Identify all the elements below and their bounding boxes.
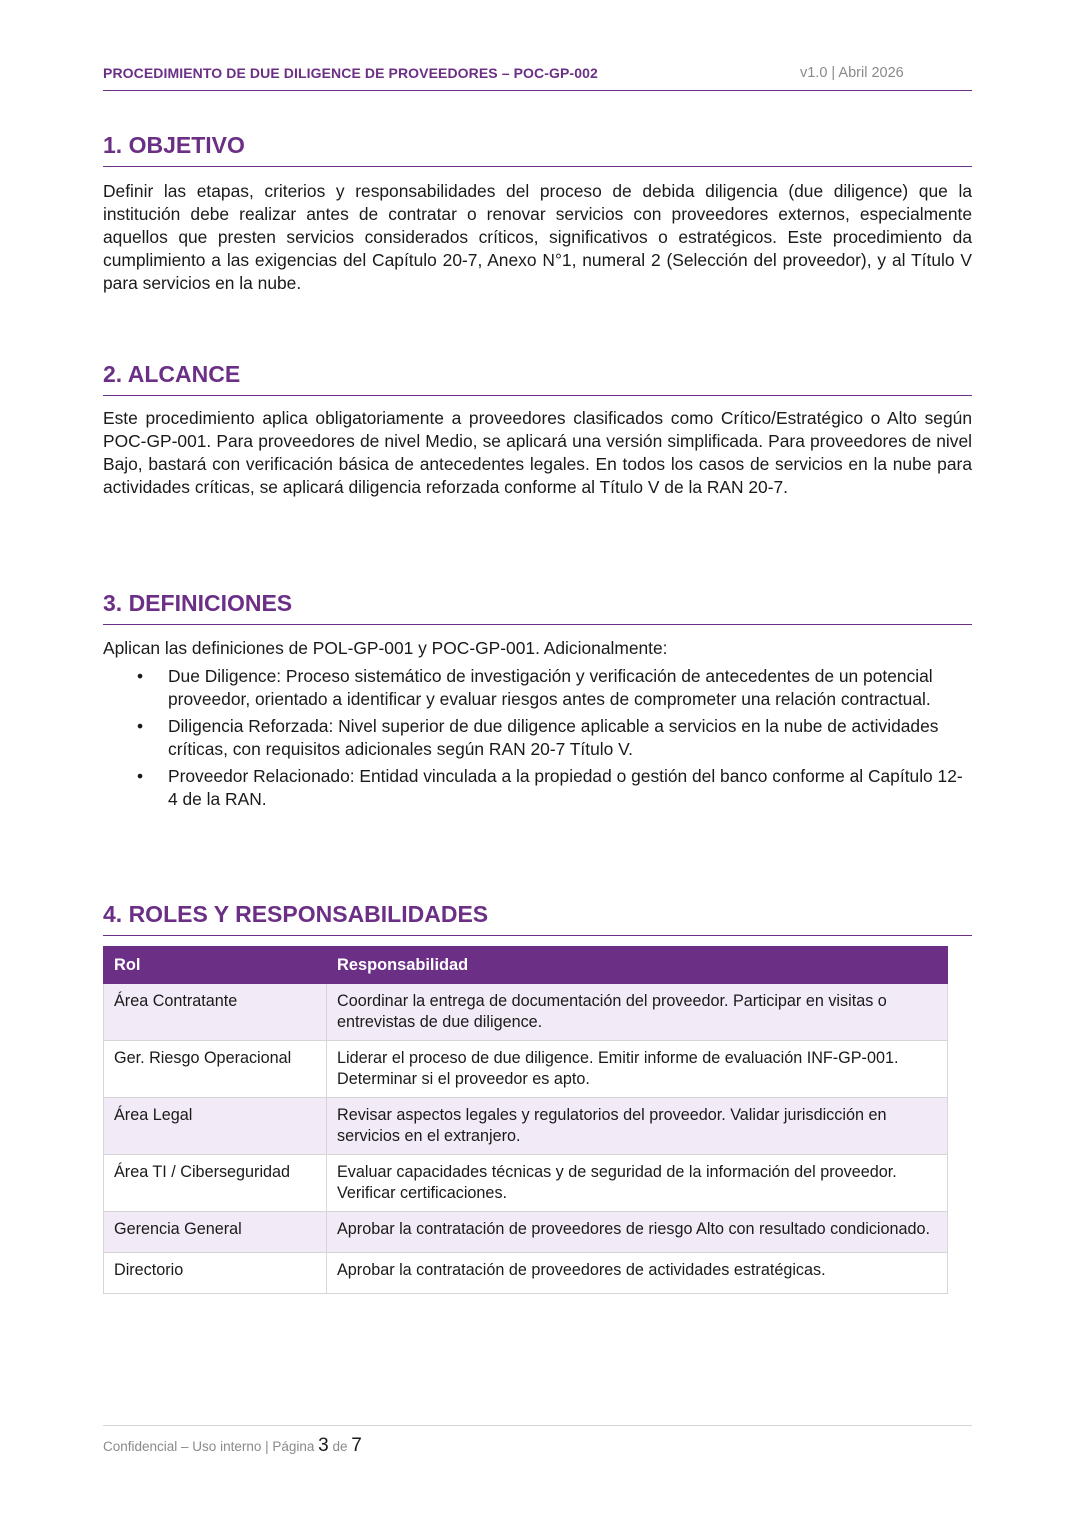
definiciones-list (103, 665, 972, 815)
current-page-number: 3 (318, 1435, 329, 1456)
footer-of-label: de (332, 1439, 348, 1454)
role-cell: Área TI / Ciberseguridad (104, 1155, 327, 1212)
table-header-row (104, 947, 948, 984)
definition-text: Proveedor Relacionado: Entidad vinculada a la propiedad o gestión del banco conforme al Capítulo 12-4 de la RAN. (168, 766, 963, 809)
responsibility-cell: Aprobar la contratación de proveedores de riesgo Alto con resultado condicionado. (327, 1212, 948, 1253)
table-row (104, 1098, 948, 1155)
section-heading-objetivo: 1. OBJETIVO (103, 132, 972, 167)
list-item (103, 765, 972, 811)
definiciones-intro: Aplican las definiciones de POL-GP-001 y POC-GP-001. Adicionalmente: (103, 638, 668, 658)
column-header-responsabilidad: Responsabilidad (327, 947, 948, 984)
alcance-text: Este procedimiento aplica obligatoriamente a proveedores clasificados como Crítico/Estratégico o Alto según POC-GP-001. Para proveedores de nivel Medio, se aplicará una versión simplificada. Para proveedores de nivel Bajo, bastará con verificación básica de antecedentes legales. En todos los casos de servicios en la nube para actividades críticas, se aplicará diligencia reforzada conforme al Título V de la RAN 20-7. (103, 408, 972, 497)
roles-table (103, 946, 948, 1294)
document-title: PROCEDIMIENTO DE DUE DILIGENCE DE PROVEEDORES – POC-GP-002 (103, 65, 598, 81)
section-heading-roles: 4. ROLES Y RESPONSABILIDADES (103, 901, 972, 936)
definition-text: Diligencia Reforzada: Nivel superior de due diligence aplicable a servicios en la nube de actividades críticas, con requisitos adicionales según RAN 20-7 Título V. (168, 716, 939, 759)
bullet-icon: • (137, 716, 144, 736)
bullet-icon: • (137, 666, 144, 686)
definition-text: Due Diligence: Proceso sistemático de investigación y verificación de antecedentes de un potencial proveedor, orientado a identificar y evaluar riesgos antes de comprometer una relación contractual. (168, 666, 933, 709)
section-heading-alcance: 2. ALCANCE (103, 361, 972, 396)
role-cell: Directorio (104, 1253, 327, 1294)
table-row (104, 1212, 948, 1253)
responsibility-cell: Evaluar capacidades técnicas y de seguridad de la información del proveedor. Verificar certificaciones. (327, 1155, 948, 1212)
responsibility-cell: Aprobar la contratación de proveedores de actividades estratégicas. (327, 1253, 948, 1294)
responsibility-cell: Coordinar la entrega de documentación del proveedor. Participar en visitas o entrevistas de due diligence. (327, 984, 948, 1041)
table-row (104, 1155, 948, 1212)
bullet-icon: • (137, 766, 144, 786)
total-page-number: 7 (351, 1435, 362, 1456)
column-header-rol: Rol (104, 947, 327, 984)
role-cell: Ger. Riesgo Operacional (104, 1041, 327, 1098)
page-header (103, 64, 972, 91)
document-version: v1.0 | Abril 2026 (800, 65, 904, 81)
role-cell: Área Contratante (104, 984, 327, 1041)
table-row (104, 984, 948, 1041)
list-item (103, 665, 972, 711)
table-row (104, 1253, 948, 1294)
role-cell: Gerencia General (104, 1212, 327, 1253)
role-cell: Área Legal (104, 1098, 327, 1155)
page-footer (103, 1425, 972, 1457)
footer-label: Confidencial – Uso interno | Página (103, 1439, 315, 1454)
objetivo-text: Definir las etapas, criterios y responsabilidades del proceso de debida diligencia (due diligence) que la institución debe realizar antes de contratar o renovar servicios con proveedores externos, especialmente aquellos que presten servicios considerados críticos, significativos o estratégicos. Este procedimiento da cumplimiento a las exigencias del Capítulo 20-7, Anexo N°1, numeral 2 (Selección del proveedor), y al Título V para servicios en la nube. (103, 181, 972, 293)
section-heading-definiciones: 3. DEFINICIONES (103, 590, 972, 625)
responsibility-cell: Revisar aspectos legales y regulatorios del proveedor. Validar jurisdicción en servicios en el extranjero. (327, 1098, 948, 1155)
responsibility-cell: Liderar el proceso de due diligence. Emitir informe de evaluación INF-GP-001. Determinar si el proveedor es apto. (327, 1041, 948, 1098)
table-row (104, 1041, 948, 1098)
list-item (103, 715, 972, 761)
